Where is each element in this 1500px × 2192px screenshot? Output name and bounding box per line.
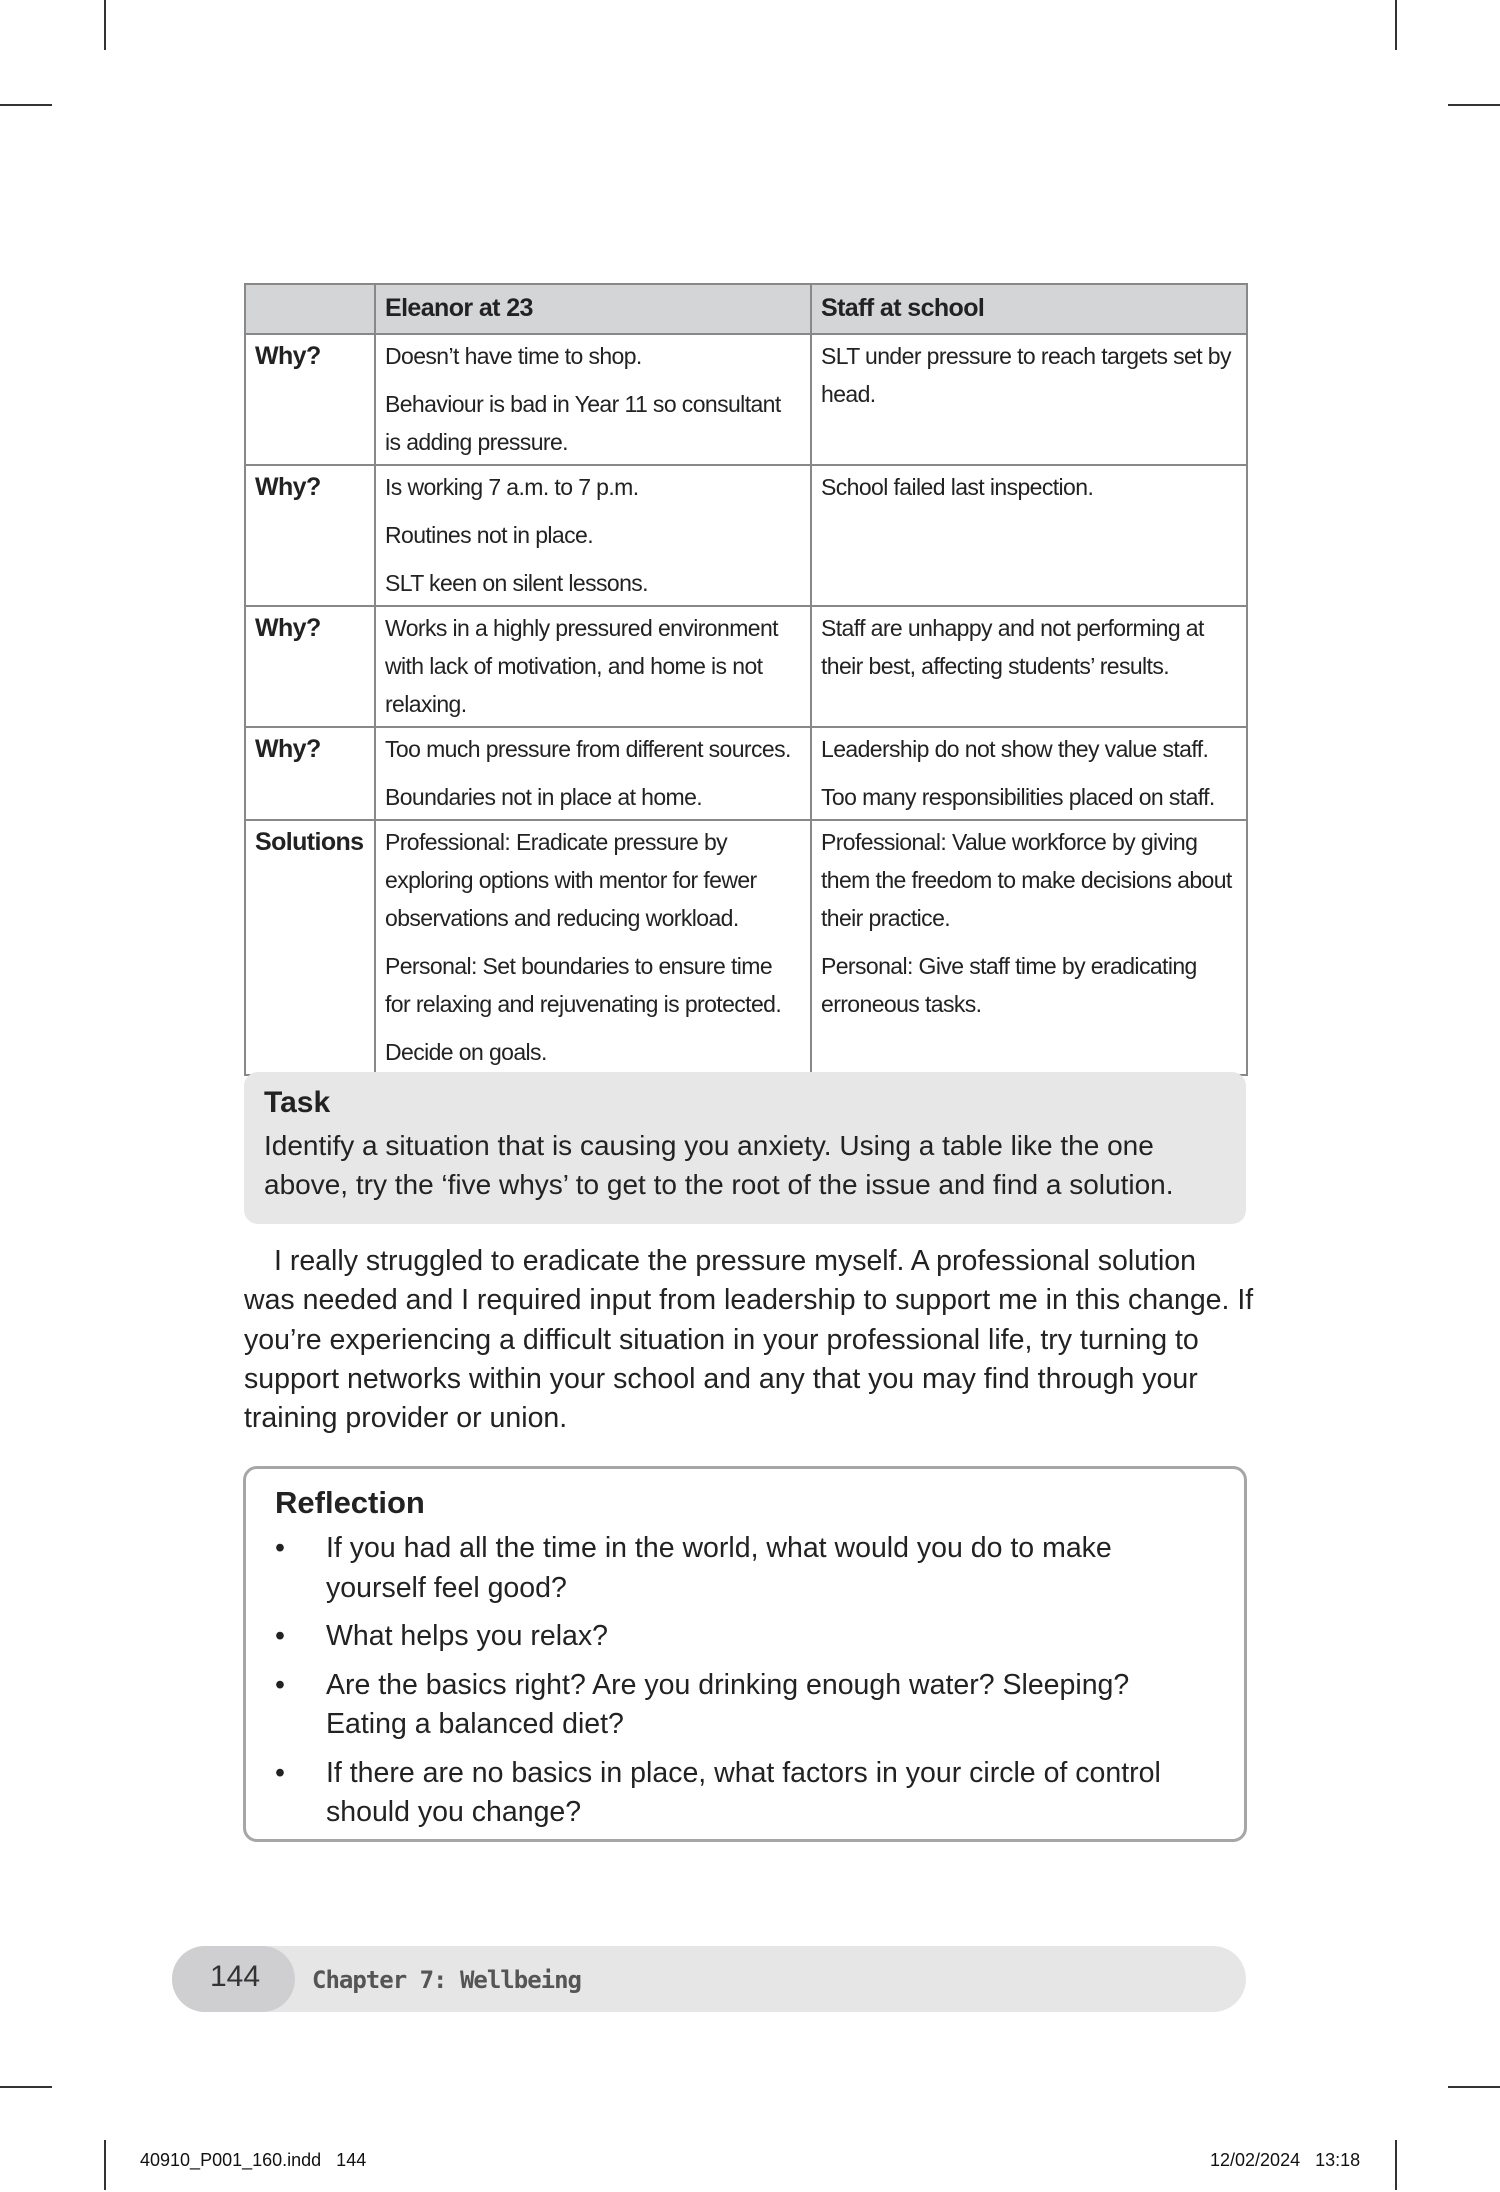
task-title: Task: [264, 1086, 331, 1119]
reflection-title: Reflection: [275, 1485, 425, 1520]
reflection-list: [275, 1529, 1216, 1833]
table-row: [245, 727, 1247, 820]
eleanor-cell: [375, 727, 811, 820]
reflection-box: [243, 1466, 1247, 1842]
bullet-icon: •: [275, 1756, 285, 1789]
reflection-item-text: If there are no basics in place, what factors in your circle of control should you change?: [326, 1756, 1161, 1828]
body-paragraph: I really struggled to eradicate the pressure myself. A professional solution was needed and I required input from leadership to support me in this change. If you’re experiencing a difficult situation in your professional life, try turning to support networks within your school and any that you may find through your training provider or union.: [244, 1245, 1254, 1435]
staff-cell: [811, 606, 1247, 727]
cell-text: Staff are unhappy and not performing at their best, affecting students’ results.: [821, 615, 1204, 679]
reflection-item-text: What helps you relax?: [326, 1620, 608, 1652]
crop-mark: [104, 0, 106, 50]
list-item: [275, 1754, 1216, 1833]
cell-text: Too many responsibilities placed on staff.: [821, 784, 1215, 810]
cell-text: Behaviour is bad in Year 11 so consultant is adding pressure.: [385, 391, 781, 455]
row-label: Why?: [245, 465, 375, 606]
row-label: Why?: [245, 606, 375, 727]
reflection-item-text: Are the basics right? Are you drinking enough water? Sleeping? Eating a balanced diet?: [326, 1668, 1130, 1740]
cell-text: Works in a highly pressured environment with lack of motivation, and home is not relaxing.: [385, 615, 778, 717]
cell-text: Decide on goals.: [385, 1039, 547, 1065]
cell-text: Doesn’t have time to shop.: [385, 343, 642, 369]
bullet-icon: •: [275, 1620, 285, 1652]
table-row: [245, 465, 1247, 606]
page-number: 144: [210, 1960, 261, 1993]
crop-mark: [1448, 104, 1500, 106]
crop-mark: [1395, 0, 1397, 50]
row-label: Why?: [245, 334, 375, 465]
slug-datetime: 12/02/2024 13:18: [1210, 2150, 1361, 2170]
crop-mark: [0, 2086, 52, 2088]
staff-cell: [811, 334, 1247, 465]
cell-text: Too much pressure from different sources.: [385, 736, 791, 762]
bullet-icon: •: [275, 1532, 285, 1564]
cell-text: Routines not in place.: [385, 522, 593, 548]
crop-mark: [1395, 2140, 1397, 2190]
task-body: Identify a situation that is causing you anxiety. Using a table like the one above, try the ‘five whys’ to get to the root of the issue and find a solution.: [264, 1130, 1174, 1200]
row-label: Why?: [245, 727, 375, 820]
cell-text: SLT under pressure to reach targets set by head.: [821, 343, 1231, 407]
crop-mark: [104, 2140, 106, 2190]
crop-mark: [0, 104, 52, 106]
eleanor-cell: [375, 820, 811, 1075]
list-item: [275, 1529, 1216, 1608]
cell-text: SLT keen on silent lessons.: [385, 570, 648, 596]
chapter-title: Chapter 7: Wellbeing: [312, 1966, 581, 1994]
table-row: [245, 334, 1247, 465]
table-header-staff: Staff at school: [811, 284, 1247, 334]
cell-text: Professional: Eradicate pressure by exploring options with mentor for fewer observations and reducing workload.: [385, 829, 757, 931]
eleanor-cell: [375, 334, 811, 465]
cell-text: Boundaries not in place at home.: [385, 784, 703, 810]
cell-text: Is working 7 a.m. to 7 p.m.: [385, 474, 639, 500]
list-item: [275, 1617, 1216, 1657]
eleanor-cell: [375, 606, 811, 727]
crop-mark: [1448, 2086, 1500, 2088]
cell-text: School failed last inspection.: [821, 474, 1094, 500]
cell-text: Personal: Give staff time by eradicating erroneous tasks.: [821, 953, 1197, 1017]
cell-text: Personal: Set boundaries to ensure time for relaxing and rejuvenating is protected.: [385, 953, 782, 1017]
row-label: Solutions: [245, 820, 375, 1075]
staff-cell: [811, 727, 1247, 820]
table-header-row: [245, 284, 1247, 334]
reflection-item-text: If you had all the time in the world, what would you do to make yourself feel good?: [326, 1532, 1112, 1604]
table-row: [245, 606, 1247, 727]
table-row: [245, 820, 1247, 1075]
eleanor-cell: [375, 465, 811, 606]
cell-text: Leadership do not show they value staff.: [821, 736, 1209, 762]
cell-text: Professional: Value workforce by giving them the freedom to make decisions about their practice.: [821, 829, 1232, 931]
bullet-icon: •: [275, 1668, 285, 1701]
staff-cell: [811, 820, 1247, 1075]
table-header-eleanor: Eleanor at 23: [375, 284, 811, 334]
slug-file: 40910_P001_160.indd 144: [140, 2150, 367, 2170]
five-whys-table: [244, 283, 1248, 1076]
staff-cell: [811, 465, 1247, 606]
list-item: [275, 1666, 1216, 1745]
table-header-empty: [245, 284, 375, 334]
task-box: [244, 1072, 1246, 1224]
